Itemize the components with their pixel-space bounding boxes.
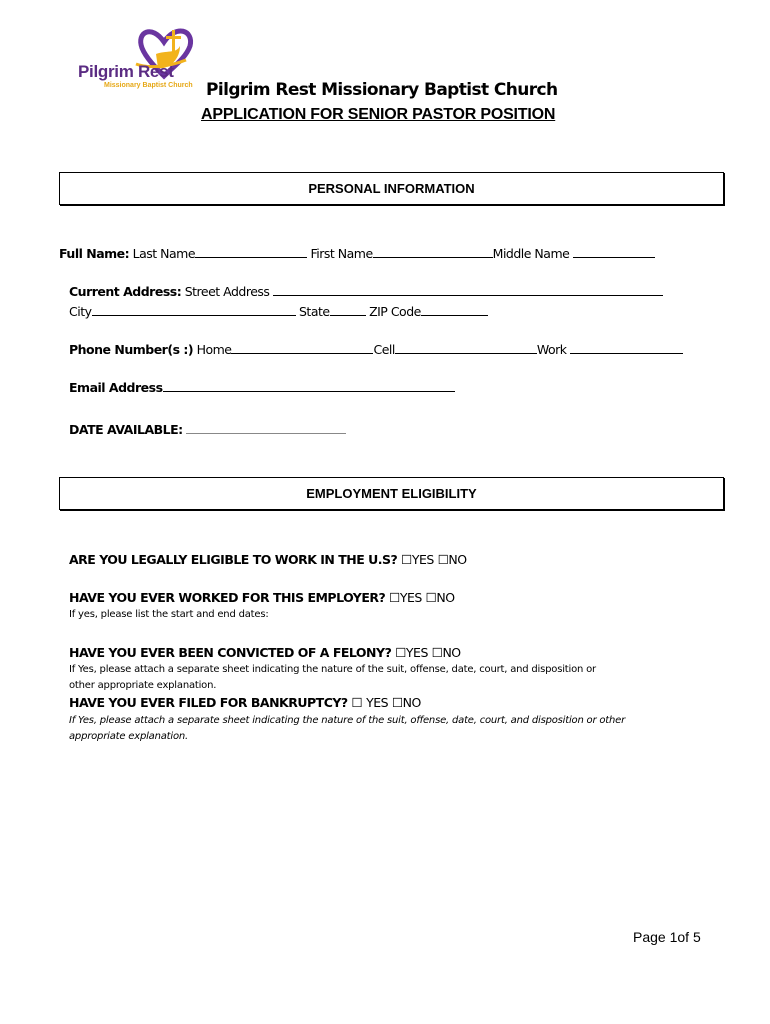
option-yes: YES (399, 590, 422, 605)
middle-name-field[interactable] (573, 246, 655, 258)
date-available-field[interactable] (186, 422, 346, 434)
felony-note-line1: If Yes, please attach a separate sheet indicating the nature of the suit, offense, date, court, and disposition or (69, 664, 596, 675)
checkbox-icon[interactable]: ☐ (389, 590, 400, 605)
state-field[interactable] (330, 304, 366, 316)
cell-phone-label: Cell (373, 342, 395, 357)
date-available-row (69, 422, 346, 437)
current-address-label: Current Address: (69, 284, 182, 299)
question-felony-text: HAVE YOU EVER BEEN CONVICTED OF A FELONY? (69, 645, 392, 660)
option-no: NO (402, 695, 421, 710)
logo-subtitle: Missionary Baptist Church (104, 82, 193, 89)
street-address-label: Street Address (184, 284, 270, 299)
city-field[interactable] (92, 304, 296, 316)
question-eligible (69, 552, 467, 567)
city-row (69, 304, 488, 319)
personal-info-header (59, 172, 724, 205)
street-address-field[interactable] (273, 284, 663, 296)
question-worked-text: HAVE YOU EVER WORKED FOR THIS EMPLOYER? (69, 590, 386, 605)
employment-eligibility-heading: EMPLOYMENT ELIGIBILITY (306, 486, 477, 501)
checkbox-icon[interactable]: ☐ (395, 645, 406, 660)
worked-employer-note: If yes, please list the start and end dates: (69, 609, 269, 620)
zip-label: ZIP Code (369, 304, 421, 319)
first-name-field[interactable] (373, 246, 493, 258)
bankruptcy-note-line2: appropriate explanation. (69, 731, 188, 742)
checkbox-icon[interactable]: ☐ (351, 695, 363, 710)
home-phone-field[interactable] (231, 342, 373, 354)
work-phone-label: Work (536, 342, 567, 357)
option-yes: YES (405, 645, 428, 660)
page-number: Page 1of 5 (633, 929, 701, 945)
full-name-row (59, 246, 655, 261)
checkbox-icon[interactable]: ☐ (437, 552, 449, 567)
address-row (69, 284, 663, 299)
form-title: APPLICATION FOR SENIOR PASTOR POSITION (201, 106, 556, 123)
email-row (69, 380, 455, 395)
question-eligible-text: ARE YOU LEGALLY ELIGIBLE TO WORK IN THE U.S? (69, 552, 398, 567)
bankruptcy-note-line1: If Yes, please attach a separate sheet indicating the nature of the suit, offense, date, court, and disposition or other (69, 715, 626, 726)
email-field[interactable] (163, 380, 455, 392)
first-name-label: First Name (310, 246, 373, 261)
option-no: NO (436, 590, 455, 605)
question-worked-employer (69, 590, 455, 605)
full-name-label: Full Name: (59, 246, 130, 261)
church-name: Pilgrim Rest Missionary Baptist Church (206, 80, 558, 100)
last-name-label: Last Name (132, 246, 196, 261)
option-yes: YES (366, 695, 389, 710)
email-label: Email Address (69, 380, 163, 395)
middle-name-label: Middle Name (492, 246, 570, 261)
phone-row (69, 342, 683, 357)
logo-title: Pilgrim Rest (78, 62, 174, 81)
personal-info-heading: PERSONAL INFORMATION (308, 181, 475, 196)
home-phone-label: Home (196, 342, 232, 357)
option-yes: YES (411, 552, 434, 567)
felony-note-line2: other appropriate explanation. (69, 680, 217, 691)
checkbox-icon[interactable]: ☐ (401, 552, 412, 567)
work-phone-field[interactable] (570, 342, 683, 354)
employment-eligibility-header (59, 477, 724, 510)
checkbox-icon[interactable]: ☐ (391, 695, 403, 710)
phone-label: Phone Number(s :) (69, 342, 194, 357)
option-no: NO (448, 552, 467, 567)
date-available-label: DATE AVAILABLE: (69, 422, 183, 437)
checkbox-icon[interactable]: ☐ (425, 590, 437, 605)
checkbox-icon[interactable]: ☐ (431, 645, 443, 660)
city-label: City (69, 304, 92, 319)
option-no: NO (442, 645, 461, 660)
last-name-field[interactable] (195, 246, 307, 258)
state-label: State (298, 304, 330, 319)
question-bankruptcy-text: HAVE YOU EVER FILED FOR BANKRUPTCY? (69, 695, 348, 710)
zip-field[interactable] (421, 304, 488, 316)
question-felony (69, 645, 461, 660)
cell-phone-field[interactable] (395, 342, 537, 354)
question-bankruptcy (69, 695, 421, 710)
